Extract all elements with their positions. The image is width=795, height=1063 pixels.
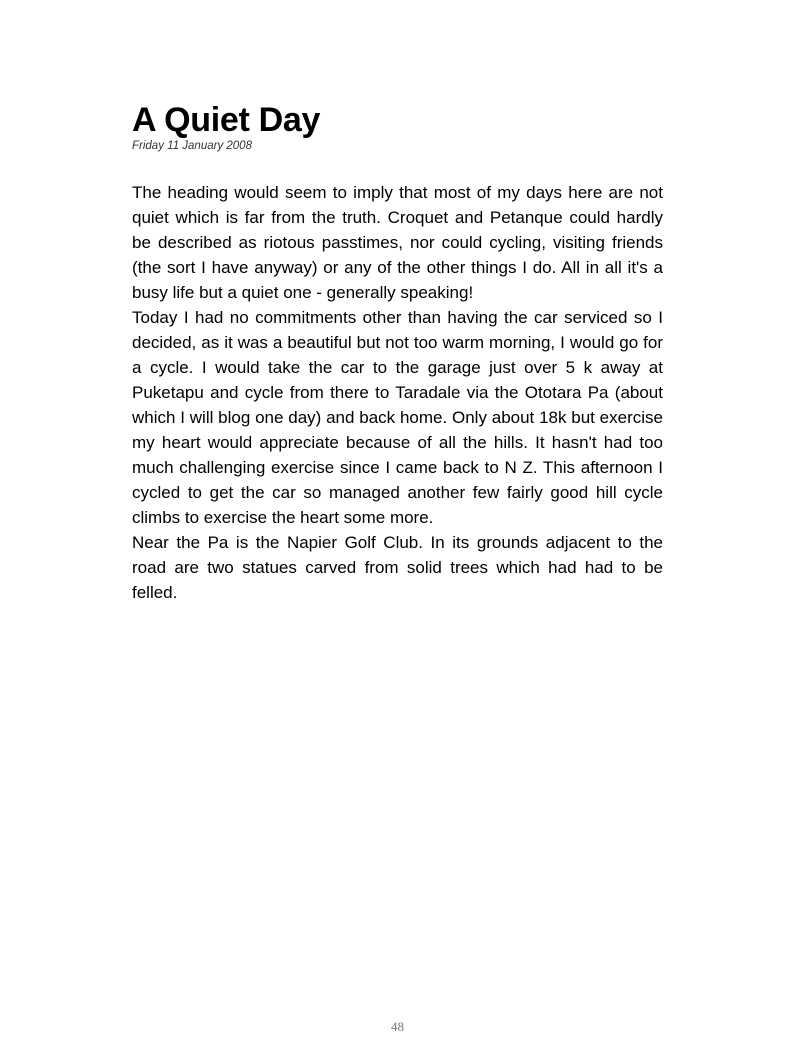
paragraph: The heading would seem to imply that most of my days here are not quiet which is far from the truth. Croquet and Petanque could hardly be described as riotous passtimes, nor could cycling, visiting friends (the sort I have anyway) or any of the other things I do. All in all it's a busy life but a quiet one - generally speaking! bbox=[132, 183, 663, 302]
paragraph: Near the Pa is the Napier Golf Club. In its grounds adjacent to the road are two statues carved from solid trees which had had to be felled. bbox=[132, 533, 663, 602]
page-number: 48 bbox=[391, 1019, 404, 1034]
article-title: A Quiet Day bbox=[132, 101, 321, 139]
article-body bbox=[132, 180, 663, 605]
article bbox=[132, 100, 663, 605]
article-date: Friday 11 January 2008 bbox=[132, 140, 252, 152]
paragraph: Today I had no commitments other than having the car serviced so I decided, as it was a beautiful but not too warm morning, I would go for a cycle. I would take the car to the garage just over 5 k away at Puketapu and cycle from there to Taradale via the Ototara Pa (about which I will blog one day) and back home. Only about 18k but exercise my heart would appreciate because of all the hills. It hasn't had too much challenging exercise since I came back to N Z. This afternoon I cycled to get the car so managed another few fairly good hill cycle climbs to exercise the heart some more. bbox=[132, 308, 663, 527]
